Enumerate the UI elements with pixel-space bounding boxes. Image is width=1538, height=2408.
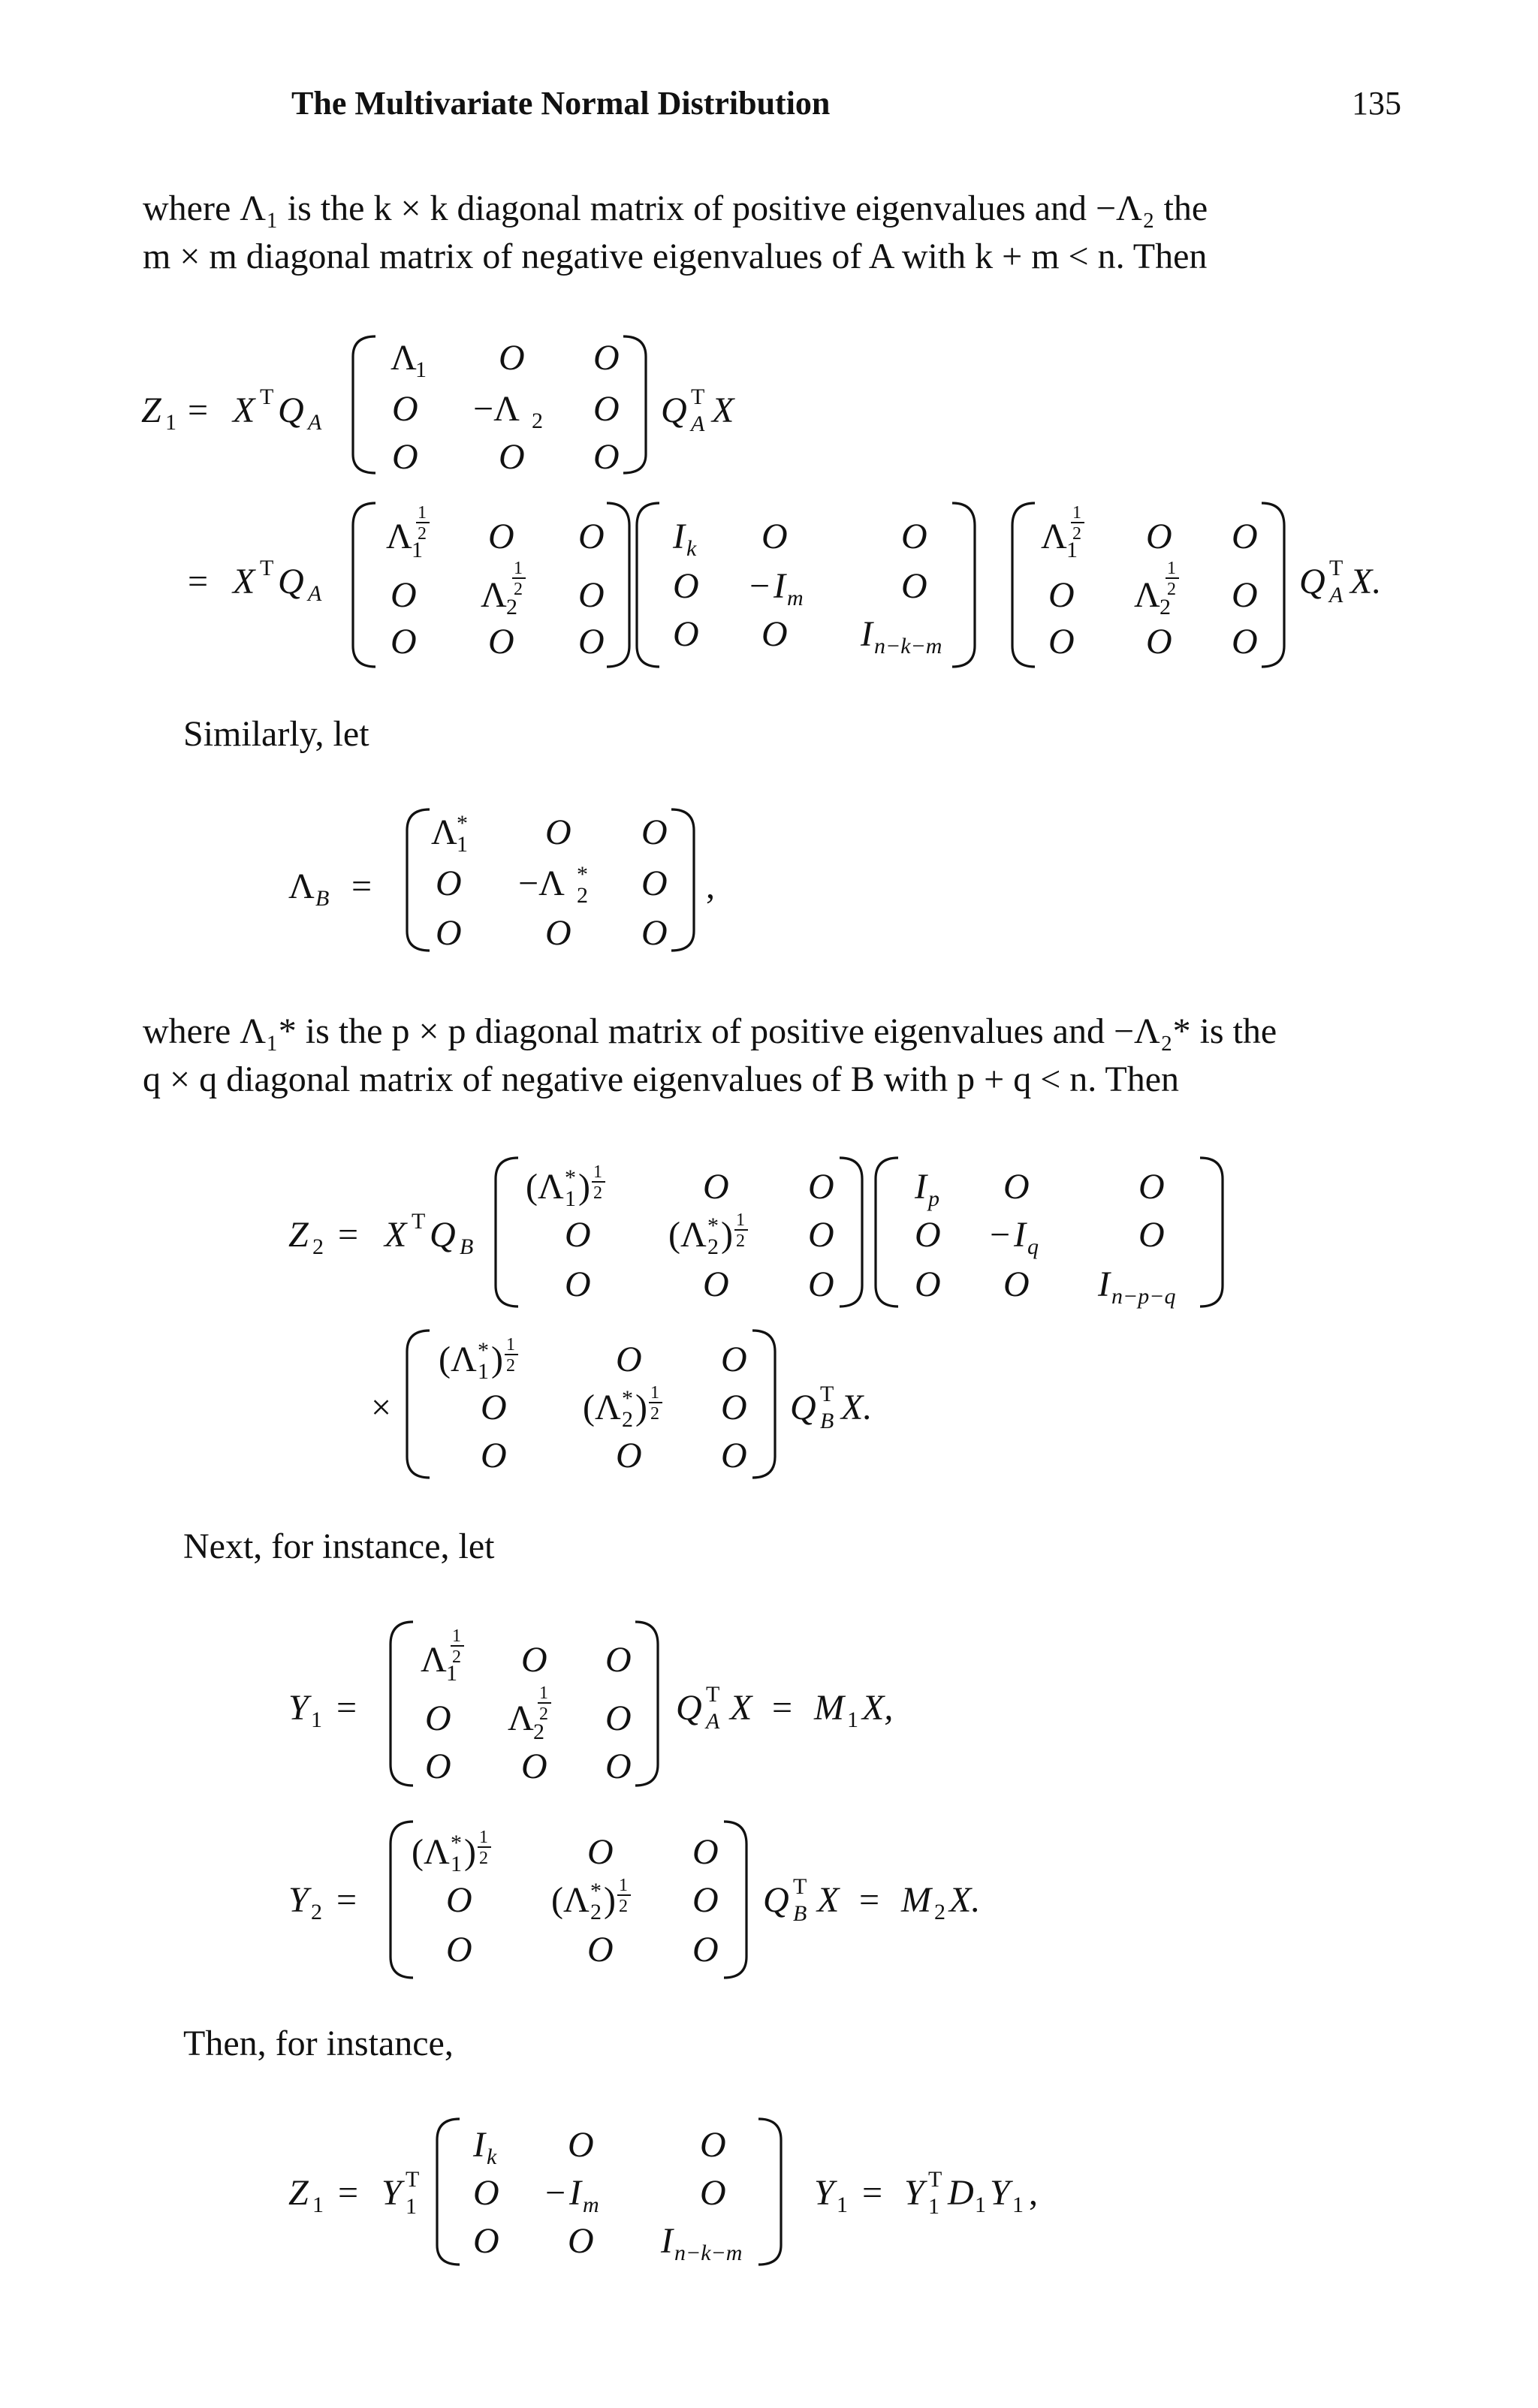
svg-text:2: 2 — [532, 408, 543, 433]
svg-text:Q: Q — [676, 1688, 702, 1728]
svg-text:2: 2 — [707, 1234, 719, 1259]
paragraph-next: Next, for instance, let — [183, 1526, 495, 1566]
svg-text:T: T — [793, 1874, 807, 1899]
svg-text:O: O — [488, 517, 514, 556]
svg-text:m: m — [787, 586, 804, 610]
page-number: 135 — [1352, 85, 1401, 122]
svg-text:X,: X, — [862, 1688, 894, 1728]
svg-text:M: M — [814, 1688, 844, 1728]
svg-text:Q: Q — [430, 1215, 456, 1255]
svg-text:O: O — [1138, 1167, 1165, 1207]
svg-text:O: O — [692, 1930, 719, 1969]
paragraph-similarly: Similarly, let — [183, 714, 369, 754]
equation-y1 — [288, 1622, 893, 1786]
svg-text:Λ: Λ — [508, 1698, 534, 1738]
svg-text:T: T — [691, 384, 705, 409]
svg-text:O: O — [1003, 1264, 1030, 1304]
svg-text:=: = — [188, 390, 209, 430]
svg-text:Q: Q — [661, 390, 687, 430]
svg-text:O: O — [593, 389, 620, 429]
svg-text:O: O — [545, 812, 571, 852]
svg-text:2: 2 — [452, 1647, 461, 1667]
svg-text:I: I — [661, 2221, 673, 2261]
svg-text:(Λ: (Λ — [551, 1880, 590, 1920]
svg-text:X: X — [730, 1688, 752, 1728]
svg-text:O: O — [721, 1340, 747, 1379]
svg-text:O: O — [446, 1880, 472, 1920]
svg-text:I: I — [569, 2173, 581, 2213]
svg-text:1: 1 — [1167, 559, 1176, 578]
running-title: The Multivariate Normal Distribution — [291, 85, 831, 122]
svg-text:O: O — [915, 1215, 941, 1255]
equation-z1-definition — [141, 336, 735, 477]
svg-text:O: O — [391, 575, 417, 615]
svg-text:1: 1 — [446, 1661, 457, 1686]
svg-text:Z: Z — [141, 390, 161, 430]
svg-text:(Λ: (Λ — [439, 1340, 477, 1379]
svg-text:O: O — [425, 1698, 451, 1738]
svg-text:1: 1 — [1072, 503, 1081, 523]
svg-text:O: O — [481, 1388, 507, 1427]
svg-text:1: 1 — [415, 357, 427, 382]
svg-text:X: X — [817, 1880, 840, 1920]
svg-text:2: 2 — [506, 1356, 515, 1376]
svg-text:1: 1 — [311, 1707, 322, 1732]
svg-text:*: * — [590, 1879, 602, 1903]
svg-text:*: * — [451, 1831, 462, 1855]
svg-text:1: 1 — [406, 2194, 417, 2219]
svg-text:): ) — [604, 1880, 616, 1920]
svg-text:2: 2 — [311, 1900, 322, 1924]
svg-text:O: O — [1146, 517, 1172, 556]
svg-text:O: O — [1146, 622, 1172, 662]
svg-text:=: = — [336, 1688, 357, 1728]
svg-text:1: 1 — [593, 1162, 602, 1182]
svg-text:O: O — [587, 1930, 614, 1969]
svg-text:×: × — [371, 1388, 392, 1427]
svg-text:=: = — [862, 2173, 883, 2213]
svg-text:O: O — [568, 2221, 594, 2261]
svg-text:,: , — [706, 866, 715, 906]
svg-text:=: = — [188, 562, 209, 601]
svg-text:O: O — [616, 1340, 642, 1379]
svg-text:A: A — [308, 410, 322, 435]
svg-text:O: O — [436, 863, 462, 903]
svg-text:O: O — [499, 437, 525, 477]
svg-text:O: O — [545, 913, 571, 953]
svg-text:−: − — [545, 2173, 566, 2213]
svg-text:Y: Y — [904, 2173, 924, 2213]
svg-text:I: I — [673, 517, 685, 556]
svg-text:1: 1 — [539, 1683, 548, 1703]
paragraph-2-line-2: q × q diagonal matrix of negative eigenvalues of B with p + q < n. Then — [143, 1059, 1180, 1099]
svg-text:X: X — [712, 390, 734, 430]
svg-text:2: 2 — [934, 1900, 945, 1924]
svg-text:O: O — [1003, 1167, 1030, 1207]
svg-text:A: A — [308, 581, 322, 606]
svg-text:2: 2 — [506, 595, 517, 619]
svg-text:Q: Q — [278, 562, 304, 601]
svg-text:): ) — [578, 1167, 590, 1207]
equation-z1-factorized — [188, 503, 1381, 667]
svg-text:O: O — [901, 517, 927, 556]
svg-text:O: O — [808, 1167, 834, 1207]
svg-text:n−k−m: n−k−m — [674, 2241, 743, 2265]
svg-text:O: O — [915, 1264, 941, 1304]
svg-text:Λ: Λ — [288, 866, 315, 906]
svg-text:X.: X. — [841, 1388, 873, 1427]
svg-text:X.: X. — [949, 1880, 981, 1920]
svg-text:2: 2 — [619, 1897, 628, 1916]
svg-text:O: O — [703, 1167, 729, 1207]
svg-text:Λ: Λ — [1041, 517, 1067, 556]
svg-text:2: 2 — [514, 580, 523, 599]
svg-text:T: T — [412, 1209, 426, 1234]
svg-text:n−p−q: n−p−q — [1111, 1284, 1176, 1309]
svg-text:−: − — [990, 1215, 1011, 1255]
svg-text:O: O — [565, 1264, 591, 1304]
svg-text:1: 1 — [650, 1383, 659, 1403]
svg-text:O: O — [700, 2173, 726, 2213]
svg-text:O: O — [578, 622, 605, 662]
svg-text:O: O — [641, 913, 668, 953]
svg-text:O: O — [692, 1832, 719, 1872]
svg-text:O: O — [808, 1215, 834, 1255]
svg-text:Λ: Λ — [421, 1640, 447, 1680]
svg-text:O: O — [499, 338, 525, 378]
svg-text:O: O — [605, 1640, 632, 1680]
svg-text:B: B — [460, 1234, 474, 1259]
svg-text:I: I — [1098, 1264, 1110, 1304]
svg-text:m: m — [583, 2193, 599, 2217]
paragraph-1-line-2: m × m diagonal matrix of negative eigenvalues of A with k + m < n. Then — [143, 237, 1208, 276]
equation-z2-line-1 — [288, 1158, 1223, 1309]
svg-text:A: A — [691, 411, 705, 436]
svg-text:B: B — [315, 886, 330, 911]
svg-text:M: M — [901, 1880, 931, 1920]
svg-text:I: I — [1014, 1215, 1026, 1255]
svg-text:Y: Y — [288, 1880, 309, 1920]
svg-text:O: O — [568, 2125, 594, 2165]
svg-text:O: O — [641, 812, 668, 852]
svg-text:O: O — [1232, 517, 1258, 556]
svg-text:O: O — [425, 1746, 451, 1786]
svg-text:O: O — [761, 517, 788, 556]
svg-text:*: * — [565, 1165, 576, 1190]
svg-text:O: O — [521, 1746, 547, 1786]
svg-text:1: 1 — [452, 1626, 461, 1646]
svg-text:T: T — [260, 556, 274, 580]
svg-text:Y: Y — [288, 1688, 309, 1728]
svg-text:2: 2 — [479, 1849, 488, 1868]
svg-text:1: 1 — [928, 2194, 939, 2219]
svg-text:k: k — [487, 2144, 497, 2169]
equation-y2 — [288, 1822, 980, 1978]
svg-text:T: T — [706, 1682, 720, 1707]
svg-text:): ) — [721, 1215, 733, 1255]
svg-text:O: O — [593, 338, 620, 378]
svg-text:X: X — [233, 390, 255, 430]
svg-text:−: − — [749, 566, 771, 606]
svg-text:2: 2 — [418, 524, 427, 544]
svg-text:1: 1 — [451, 1852, 462, 1876]
svg-text:1: 1 — [975, 2193, 986, 2217]
svg-text:Q: Q — [1299, 562, 1325, 601]
svg-text:=: = — [338, 2173, 359, 2213]
svg-text:X: X — [384, 1215, 407, 1255]
svg-text:2: 2 — [533, 1719, 544, 1744]
svg-text:2: 2 — [1160, 595, 1171, 619]
svg-text:T: T — [928, 2167, 942, 2192]
equation-z1-quadratic-form — [288, 2119, 1038, 2265]
svg-text:1: 1 — [847, 1707, 858, 1732]
svg-text:O: O — [673, 566, 699, 606]
svg-text:A: A — [1329, 583, 1343, 607]
svg-text:O: O — [721, 1388, 747, 1427]
svg-text:I: I — [861, 614, 873, 654]
svg-text:*: * — [457, 811, 468, 836]
svg-text:O: O — [446, 1930, 472, 1969]
svg-text:1: 1 — [479, 1828, 488, 1847]
svg-text:Y: Y — [990, 2173, 1010, 2213]
svg-text:1: 1 — [418, 503, 427, 523]
svg-text:=: = — [772, 1688, 793, 1728]
svg-text:O: O — [700, 2125, 726, 2165]
svg-text:2: 2 — [622, 1407, 633, 1432]
svg-text:2: 2 — [539, 1704, 548, 1724]
svg-text:T: T — [820, 1382, 834, 1406]
svg-text:1: 1 — [837, 2193, 848, 2217]
svg-text:Y: Y — [814, 2173, 834, 2213]
svg-text:Y: Y — [381, 2173, 402, 2213]
svg-text:O: O — [473, 2173, 499, 2213]
svg-text:Λ: Λ — [431, 812, 457, 852]
svg-text:(Λ: (Λ — [526, 1167, 564, 1207]
svg-text:O: O — [578, 517, 605, 556]
svg-text:O: O — [1232, 575, 1258, 615]
svg-text:O: O — [481, 1436, 507, 1475]
svg-text:*: * — [707, 1213, 719, 1238]
svg-text:O: O — [808, 1264, 834, 1304]
svg-text:1: 1 — [514, 559, 523, 578]
svg-text:O: O — [473, 2221, 499, 2261]
svg-text:O: O — [593, 437, 620, 477]
svg-text:k: k — [686, 536, 697, 561]
svg-text:−Λ: −Λ — [518, 863, 565, 903]
svg-text:T: T — [406, 2167, 420, 2192]
svg-text:Λ: Λ — [386, 517, 412, 556]
svg-text:1: 1 — [506, 1335, 515, 1355]
paragraph-1-line-1: where Λ₁ is the k × k diagonal matrix of positive eigenvalues and −Λ₂ the — [143, 188, 1208, 228]
svg-text:*: * — [622, 1386, 633, 1411]
svg-text:1: 1 — [457, 832, 468, 857]
svg-text:O: O — [587, 1832, 614, 1872]
svg-text:Λ: Λ — [1134, 575, 1160, 615]
svg-text:1: 1 — [312, 2193, 324, 2217]
svg-text:): ) — [464, 1832, 476, 1872]
svg-text:2: 2 — [650, 1404, 659, 1424]
svg-text:T: T — [260, 384, 274, 409]
svg-text:O: O — [1048, 575, 1075, 615]
svg-text:Λ: Λ — [391, 338, 417, 378]
svg-text:O: O — [761, 614, 788, 654]
svg-text:1: 1 — [165, 410, 176, 435]
svg-text:O: O — [391, 622, 417, 662]
svg-text:=: = — [859, 1880, 880, 1920]
svg-text:2: 2 — [312, 1234, 324, 1259]
paragraph-2-line-1: where Λ₁* is the p × p diagonal matrix of positive eigenvalues and −Λ₂* is the — [143, 1011, 1277, 1051]
svg-text:=: = — [336, 1880, 357, 1920]
svg-text:O: O — [605, 1698, 632, 1738]
svg-text:2: 2 — [736, 1231, 745, 1251]
svg-text:Z: Z — [288, 1215, 309, 1255]
svg-text:I: I — [473, 2125, 485, 2165]
svg-text:n−k−m: n−k−m — [874, 634, 942, 659]
svg-text:(Λ: (Λ — [668, 1215, 707, 1255]
svg-text:Λ: Λ — [481, 575, 507, 615]
svg-text:2: 2 — [1072, 524, 1081, 544]
svg-text:O: O — [703, 1264, 729, 1304]
svg-text:1: 1 — [565, 1186, 576, 1211]
svg-text:): ) — [491, 1340, 503, 1379]
svg-text:1: 1 — [736, 1210, 745, 1230]
svg-text:q: q — [1027, 1234, 1039, 1259]
equation-z2-line-2 — [371, 1331, 872, 1478]
svg-text:I: I — [915, 1167, 927, 1207]
svg-text:1: 1 — [478, 1359, 489, 1384]
svg-text:1: 1 — [412, 538, 423, 562]
svg-text:O: O — [392, 437, 418, 477]
svg-text:(Λ: (Λ — [583, 1388, 621, 1427]
svg-text:O: O — [1048, 622, 1075, 662]
svg-text:Z: Z — [288, 2173, 309, 2213]
svg-text:X: X — [233, 562, 255, 601]
svg-text:Q: Q — [278, 390, 304, 430]
svg-text:O: O — [488, 622, 514, 662]
svg-text:=: = — [338, 1215, 359, 1255]
svg-text:D: D — [948, 2173, 974, 2213]
svg-text:O: O — [1138, 1215, 1165, 1255]
svg-text:X.: X. — [1350, 562, 1382, 601]
svg-text:1: 1 — [619, 1876, 628, 1895]
svg-text:): ) — [635, 1388, 647, 1427]
svg-text:O: O — [578, 575, 605, 615]
svg-text:I: I — [774, 566, 786, 606]
svg-text:B: B — [820, 1409, 834, 1433]
svg-text:T: T — [1329, 556, 1343, 580]
svg-text:*: * — [577, 862, 588, 887]
svg-text:O: O — [392, 389, 418, 429]
svg-text:2: 2 — [590, 1900, 602, 1924]
svg-text:1: 1 — [1066, 538, 1078, 562]
svg-text:−Λ: −Λ — [473, 389, 520, 429]
svg-text:p: p — [928, 1186, 939, 1211]
svg-text:=: = — [351, 866, 372, 906]
svg-text:O: O — [1232, 622, 1258, 662]
svg-text:2: 2 — [1167, 580, 1176, 599]
svg-text:2: 2 — [593, 1183, 602, 1203]
equation-lambda-b — [288, 809, 715, 953]
svg-text:O: O — [673, 614, 699, 654]
svg-text:2: 2 — [577, 883, 588, 908]
svg-text:A: A — [706, 1709, 720, 1734]
svg-text:O: O — [692, 1880, 719, 1920]
svg-text:O: O — [605, 1746, 632, 1786]
svg-text:O: O — [565, 1215, 591, 1255]
svg-text:B: B — [793, 1901, 807, 1926]
svg-text:O: O — [901, 566, 927, 606]
svg-text:(Λ: (Λ — [412, 1832, 450, 1872]
svg-text:O: O — [436, 913, 462, 953]
svg-text:1: 1 — [1012, 2193, 1024, 2217]
svg-text:O: O — [641, 863, 668, 903]
svg-text:O: O — [616, 1436, 642, 1475]
svg-text:O: O — [521, 1640, 547, 1680]
svg-text:*: * — [478, 1338, 489, 1363]
svg-text:Q: Q — [763, 1880, 789, 1920]
svg-text:O: O — [721, 1436, 747, 1475]
svg-text:Q: Q — [790, 1388, 816, 1427]
svg-text:,: , — [1029, 2173, 1038, 2213]
paragraph-then: Then, for instance, — [183, 2024, 454, 2063]
